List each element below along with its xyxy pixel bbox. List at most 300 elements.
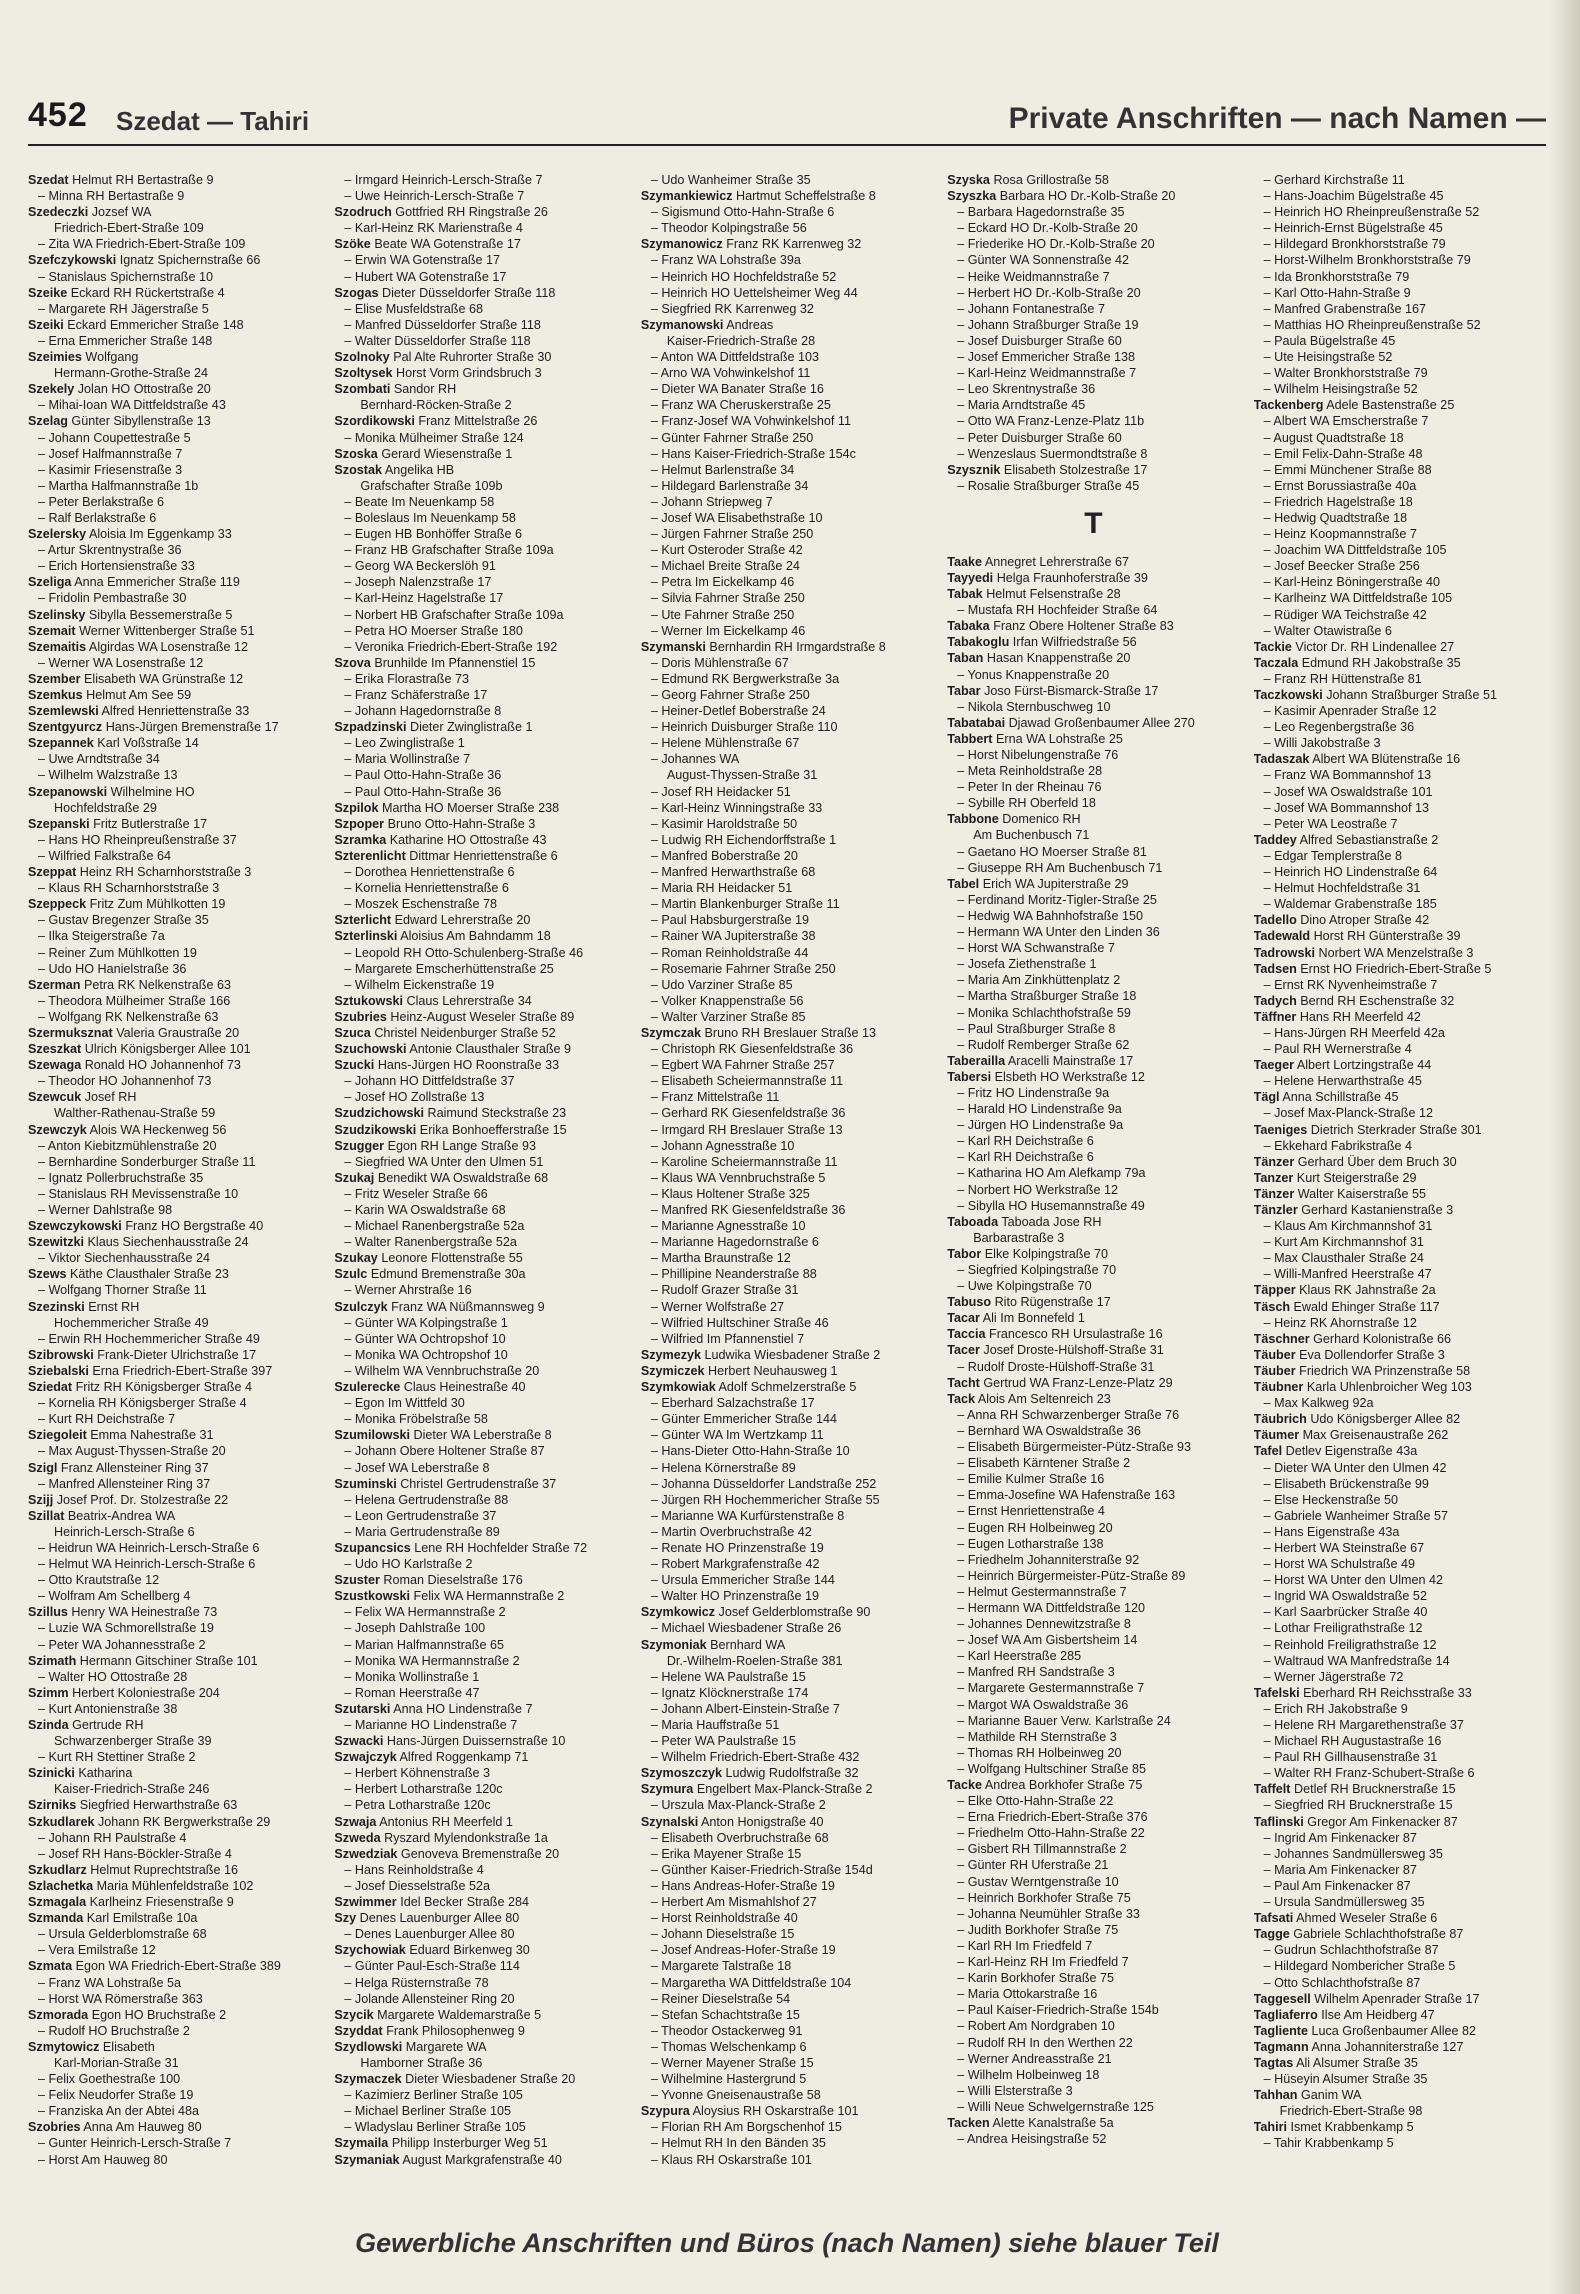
entry-details: – Arno WA Vohwinkelshof 11	[650, 366, 811, 381]
directory-entry	[334, 2071, 626, 2087]
surname: Szewitzki	[28, 1235, 84, 1250]
entry-details: – Monika Schlachthofstraße 59	[957, 1005, 1131, 1020]
directory-entry	[947, 1761, 1239, 1777]
directory-entry	[1254, 2007, 1546, 2023]
directory-entry	[1254, 961, 1546, 977]
surname: Tadsen	[1253, 961, 1297, 976]
directory-entry	[947, 446, 1239, 462]
entry-details: – Klaus RH Scharnhorststraße 3	[38, 881, 220, 896]
entry-continuation: Kaiser-Friedrich-Straße 246	[54, 1782, 210, 1797]
entry-details: – Maria RH Heidacker 51	[650, 881, 793, 896]
entry-details: Erika Bonhoefferstraße 15	[419, 1122, 567, 1137]
directory-entry	[641, 639, 933, 655]
entry-details: – Friedhelm Johanniterstraße 92	[957, 1552, 1140, 1567]
entry-details: – Maria Am Finkenacker 87	[1263, 1862, 1417, 1877]
entry-details: Elke Kolpingstraße 70	[984, 1246, 1108, 1261]
directory-entry	[334, 703, 626, 719]
entry-details: – Martha Braunstraße 12	[650, 1251, 791, 1266]
surname: Szedat	[28, 173, 69, 187]
directory-entry	[641, 2103, 933, 2119]
entry-details: Angelika HB	[384, 462, 455, 477]
directory-entry	[28, 687, 320, 703]
entry-details: – Eberhard Salzachstraße 17	[650, 1396, 815, 1411]
entry-details: – Josef RH Hans-Böckler-Straße 4	[38, 1846, 232, 1861]
entry-details: – Wilhelmine Hastergrund 5	[650, 2072, 807, 2087]
directory-entry	[28, 784, 320, 800]
entry-details: – Günter Fahrner Straße 250	[650, 430, 814, 445]
surname: Szymanowicz	[640, 237, 723, 252]
surname: Tanzer	[1253, 1170, 1294, 1185]
directory-entry	[947, 1664, 1239, 1680]
entry-details: – Manfred Herwarthstraße 68	[650, 865, 816, 880]
surname: Szkudlarek	[28, 1814, 95, 1829]
entry-details: Bruno RH Breslauer Straße 13	[704, 1025, 877, 1040]
directory-entry	[334, 1202, 626, 1218]
entry-details: – Hildegard Bronkhorststraße 79	[1263, 237, 1446, 252]
directory-entry	[28, 333, 320, 349]
surname: Szews	[28, 1267, 67, 1282]
directory-columns	[28, 172, 1546, 2212]
entry-details: – Werner Mayener Straße 15	[650, 2055, 814, 2070]
entry-details: – Erna Emmericher Straße 148	[38, 333, 213, 348]
entry-details: – Ignatz Pollerbruchstraße 35	[38, 1170, 204, 1185]
entry-details: – Reiner Dieselstraße 54	[650, 1991, 791, 2006]
surname: Szweda	[334, 1830, 381, 1845]
entry-details: Claus Lehrerstraße 34	[406, 993, 532, 1008]
directory-entry	[641, 1492, 933, 1508]
directory-entry	[1254, 767, 1546, 783]
entry-details: Karl Voßstraße 14	[97, 736, 199, 751]
entry-details: – Elisabeth Brückenstraße 99	[1263, 1476, 1429, 1491]
entry-details: Fritz Zum Mühlkotten 19	[89, 897, 226, 912]
entry-details: – Petra Lotharstraße 120c	[344, 1798, 491, 1813]
surname: Tabersi	[947, 1069, 992, 1084]
entry-continuation: Kaiser-Friedrich-Straße 28	[666, 333, 816, 348]
entry-details: – Elise Musfeldstraße 68	[344, 301, 483, 316]
directory-entry	[641, 220, 933, 236]
directory-entry	[947, 1809, 1239, 1825]
surname: Tabakoglu	[947, 635, 1010, 650]
directory-entry	[947, 570, 1239, 586]
surname: Szewcuk	[28, 1090, 82, 1105]
entry-details: – Karl Heerstraße 285	[957, 1649, 1082, 1664]
directory-entry	[1254, 1476, 1546, 1492]
surname: Szulczyk	[334, 1299, 388, 1314]
entry-details: – Rudolf Droste-Hülshoff-Straße 31	[957, 1359, 1155, 1374]
directory-entry	[641, 961, 933, 977]
entry-details: Udo Königsberger Allee 82	[1310, 1412, 1461, 1427]
column-3	[641, 172, 933, 2212]
directory-entry	[28, 1025, 320, 1041]
surname: Tayyedi	[947, 570, 994, 585]
directory-entry	[28, 1476, 320, 1492]
entry-details: Anna HO Lindenstraße 7	[393, 1701, 533, 1716]
directory-entry	[28, 1218, 320, 1234]
entry-details: Raimund Steckstraße 23	[427, 1106, 567, 1121]
entry-details: – Eugen Lotharstraße 138	[957, 1536, 1104, 1551]
surname: Taggesell	[1253, 1991, 1311, 2006]
entry-details: – Gisbert RH Tillmannstraße 2	[957, 1842, 1127, 1857]
entry-details: – Erich Hortensienstraße 33	[38, 559, 195, 574]
entry-details: – Erich RH Jakobstraße 9	[1263, 1701, 1408, 1716]
entry-details: – Minna RH Bertastraße 9	[38, 189, 185, 204]
entry-details: – Maria Am Zinkhüttenplatz 2	[957, 973, 1121, 988]
entry-details: – Erika Florastraße 73	[344, 671, 469, 686]
directory-entry	[334, 993, 626, 1009]
surname: Szukaj	[334, 1170, 375, 1185]
directory-entry	[334, 220, 626, 236]
entry-details: – Stefan Schachtstraße 15	[650, 2007, 800, 2022]
entry-details: Franz Obere Holtener Straße 83	[993, 619, 1174, 634]
directory-entry	[334, 1524, 626, 1540]
surname: Szepanski	[28, 816, 90, 831]
entry-details: – Manfred RK Giesenfeldstraße 36	[650, 1203, 846, 1217]
directory-entry	[334, 301, 626, 317]
directory-entry	[28, 365, 320, 381]
directory-entry	[28, 1894, 320, 1910]
directory-entry	[947, 731, 1239, 747]
directory-entry	[1254, 832, 1546, 848]
entry-details: Frank Philosophenweg 9	[386, 2023, 525, 2038]
directory-entry	[1254, 1250, 1546, 1266]
directory-entry	[28, 236, 320, 252]
directory-entry	[947, 1005, 1239, 1021]
directory-entry	[641, 1604, 933, 1620]
surname: Tafel	[1253, 1444, 1283, 1459]
directory-entry	[28, 1186, 320, 1202]
directory-entry	[334, 1476, 626, 1492]
surname: Szymura	[640, 1782, 694, 1797]
entry-details: – Martha Halfmannstraße 1b	[38, 478, 199, 493]
directory-entry	[28, 1492, 320, 1508]
surname: Szedeczki	[28, 205, 89, 220]
directory-entry	[28, 1122, 320, 1138]
entry-details: Margarete WA	[405, 2039, 487, 2054]
directory-entry	[28, 1910, 320, 1926]
entry-details: – Florian RH Am Borgschenhof 15	[650, 2120, 842, 2135]
directory-entry	[28, 542, 320, 558]
entry-details: – Robert Am Nordgraben 10	[957, 2019, 1115, 2034]
directory-entry	[947, 1198, 1239, 1214]
entry-details: – Katharina HO Am Alefkamp 79a	[957, 1166, 1146, 1181]
directory-entry	[1254, 1460, 1546, 1476]
entry-details: – Eugen HB Bonhöffer Straße 6	[344, 527, 522, 542]
entry-details: Helmut Ruprechtstraße 16	[90, 1862, 238, 1877]
surname: Szymczak	[640, 1025, 702, 1040]
directory-entry	[1254, 928, 1546, 944]
directory-entry	[1254, 1395, 1546, 1411]
entry-details: – Rudolf HO Bruchstraße 2	[38, 2023, 190, 2038]
surname: Szekely	[28, 382, 75, 397]
directory-entry	[1254, 1009, 1546, 1025]
entry-details: – Erwin WA Gotenstraße 17	[344, 253, 501, 268]
directory-entry	[1254, 1282, 1546, 1298]
entry-details: – Walter HO Prinzenstraße 19	[650, 1589, 820, 1604]
entry-continuation: Am Buchenbusch 71	[973, 828, 1090, 843]
directory-entry	[641, 735, 933, 751]
surname: Tagliaferro	[1253, 2007, 1318, 2022]
directory-entry	[641, 1910, 933, 1926]
entry-details: Ronald HO Johannenhof 73	[84, 1058, 241, 1073]
directory-entry	[641, 687, 933, 703]
entry-details: – Karlheinz WA Dittfeldstraße 105	[1263, 591, 1453, 606]
directory-entry	[28, 832, 320, 848]
entry-details: – Johann Coupettestraße 5	[38, 430, 191, 445]
surname: Szudzikowski	[334, 1122, 417, 1137]
directory-entry	[1254, 735, 1546, 751]
directory-entry	[1254, 1765, 1546, 1781]
directory-entry	[641, 1669, 933, 1685]
entry-details: Christel Gertrudenstraße 37	[400, 1476, 557, 1491]
directory-entry	[334, 1427, 626, 1443]
directory-entry	[1254, 896, 1546, 912]
directory-entry	[334, 1604, 626, 1620]
directory-entry	[641, 928, 933, 944]
directory-entry	[28, 945, 320, 961]
directory-entry	[947, 301, 1239, 317]
entry-details: Fritz RH Königsberger Straße 4	[75, 1380, 252, 1395]
entry-details: – Manfred RH Sandstraße 3	[957, 1665, 1115, 1680]
directory-entry	[28, 928, 320, 944]
entry-details: – Josef Diesselstraße 52a	[344, 1878, 491, 1893]
directory-entry	[334, 671, 626, 687]
entry-details: – Ekkehard Fabrikstraße 4	[1263, 1138, 1413, 1153]
directory-entry	[1254, 1958, 1546, 1974]
surname: Szeliga	[28, 575, 72, 590]
directory-entry	[641, 1942, 933, 1958]
directory-entry	[947, 2002, 1239, 2018]
surname: Szmanda	[28, 1911, 84, 1926]
directory-entry	[641, 848, 933, 864]
entry-details: – Herbert Köhnenstraße 3	[344, 1766, 491, 1781]
directory-entry	[1254, 188, 1546, 204]
directory-entry	[1254, 220, 1546, 236]
directory-entry	[334, 1588, 626, 1604]
entry-details: – Günter WA Kolpingstraße 1	[344, 1315, 508, 1330]
directory-entry	[947, 2018, 1239, 2034]
directory-entry	[28, 1282, 320, 1298]
directory-entry	[334, 1830, 626, 1846]
directory-entry	[334, 1363, 626, 1379]
directory-entry	[947, 1375, 1239, 1391]
directory-entry	[1254, 1797, 1546, 1813]
directory-entry	[28, 1765, 320, 1781]
directory-entry	[1254, 1991, 1546, 2007]
surname: Taffelt	[1253, 1782, 1291, 1797]
entry-details: – Hubert WA Gotenstraße 17	[344, 269, 507, 284]
directory-entry	[641, 494, 933, 510]
directory-entry	[334, 1122, 626, 1138]
directory-entry	[28, 188, 320, 204]
entry-details: – Klaus Am Kirchmannshof 31	[1263, 1219, 1433, 1234]
directory-entry	[28, 1540, 320, 1556]
entry-details: – Klaus RH Oskarstraße 101	[650, 2152, 812, 2167]
surname: Szupancsics	[334, 1540, 411, 1555]
directory-entry	[334, 1958, 626, 1974]
directory-entry	[334, 1765, 626, 1781]
entry-details: Ganim WA	[1300, 2088, 1362, 2103]
directory-entry	[28, 381, 320, 397]
entry-details: – Theodor Kolpingstraße 56	[650, 221, 807, 236]
directory-entry	[1254, 1089, 1546, 1105]
entry-details: – Martin Blankenburger Straße 11	[650, 897, 840, 912]
surname: Taberailla	[947, 1053, 1006, 1068]
entry-details: – Helmut RH In den Bänden 35	[650, 2136, 826, 2151]
directory-entry	[641, 172, 933, 188]
entry-details: – Michael Breite Straße 24	[650, 559, 800, 574]
directory-entry	[1254, 1653, 1546, 1669]
entry-details: – Horst WA Schwanstraße 7	[957, 941, 1115, 956]
entry-details: – Phillipine Neanderstraße 88	[650, 1267, 817, 1282]
entry-details: – Heinz RK Ahornstraße 12	[1263, 1315, 1417, 1330]
entry-details: – Leo Skrentnystraße 36	[957, 382, 1096, 397]
entry-details: – Karl-Heinz Winningstraße 33	[650, 800, 823, 815]
entry-details: – Josef Andreas-Hofer-Straße 19	[650, 1943, 836, 1958]
entry-details: Franz HO Bergstraße 40	[125, 1219, 264, 1234]
directory-entry	[641, 1637, 933, 1653]
entry-details: Bernhardin RH Irmgardstraße 8	[709, 639, 886, 654]
entry-details: – Emilie Kulmer Straße 16	[957, 1472, 1105, 1487]
directory-entry	[1254, 607, 1546, 623]
surname: Taczala	[1253, 655, 1299, 670]
entry-details: – Moszek Eschenstraße 78	[344, 897, 498, 912]
entry-details: – Johann Agnesstraße 10	[650, 1138, 795, 1153]
entry-details: – Dieter WA Unter den Ulmen 42	[1263, 1460, 1447, 1475]
directory-entry	[28, 1604, 320, 1620]
entry-details: – Heinrich Bürgermeister-Pütz-Straße 89	[957, 1568, 1186, 1583]
entry-details: Beate WA Gotenstraße 17	[374, 237, 521, 252]
entry-details: – Friedhelm Otto-Hahn-Straße 22	[957, 1826, 1145, 1841]
entry-details: – Viktor Siechenhausstraße 24	[38, 1251, 210, 1266]
column-1	[28, 172, 320, 2212]
entry-details: – Hans-Jürgen RH Meerfeld 42a	[1263, 1025, 1445, 1040]
entry-details: – Walter Ranenbergstraße 52a	[344, 1235, 517, 1250]
entry-continuation: Dr.-Wilhelm-Roelen-Straße 381	[666, 1653, 843, 1668]
directory-entry	[334, 1701, 626, 1717]
entry-details: – Paul Habsburgerstraße 19	[650, 913, 810, 928]
entry-details: Katharine HO Ottostraße 43	[389, 832, 547, 847]
column-5	[1254, 172, 1546, 2212]
surname: Tagtas	[1253, 2055, 1294, 2070]
directory-entry	[334, 735, 626, 751]
directory-entry	[641, 349, 933, 365]
directory-entry	[28, 880, 320, 896]
entry-details: – Hans Kaiser-Friedrich-Straße 154c	[650, 446, 856, 461]
entry-details: Franz Allensteiner Ring 37	[60, 1460, 209, 1475]
directory-entry	[28, 767, 320, 783]
directory-entry	[641, 607, 933, 623]
entry-details: – Vera Emilstraße 12	[38, 1943, 156, 1958]
entry-details: Siegfried Herwarthstraße 63	[79, 1798, 238, 1813]
directory-entry	[1254, 301, 1546, 317]
directory-entry	[1254, 1411, 1546, 1427]
surname: Szostak	[334, 462, 383, 477]
entry-details: – Felix WA Hermannstraße 2	[344, 1605, 506, 1620]
directory-entry	[947, 333, 1239, 349]
entry-details: Ernst HO Friedrich-Ebert-Straße 5	[1300, 961, 1492, 976]
entry-details: – Gudrun Schlachthofstraße 87	[1263, 1943, 1439, 1958]
directory-entry	[28, 719, 320, 735]
entry-details: Hasan Knappenstraße 20	[986, 651, 1131, 666]
directory-entry	[947, 1230, 1239, 1246]
directory-entry	[1254, 462, 1546, 478]
surname: Szypura	[640, 2104, 690, 2119]
entry-details: – Johann RH Paulstraße 4	[38, 1830, 187, 1845]
directory-entry	[947, 430, 1239, 446]
entry-details: Ali Alsumer Straße 35	[1296, 2055, 1418, 2070]
entry-details: Alois Am Seltenreich 23	[977, 1391, 1111, 1406]
entry-details: – Volker Knappenstraße 56	[650, 993, 804, 1008]
surname: Szymanski	[640, 639, 706, 654]
directory-entry	[947, 1471, 1239, 1487]
directory-entry	[334, 1717, 626, 1733]
entry-details: Bernd RH Eschenstraße 32	[1300, 993, 1455, 1008]
entry-details: – Mihai-Ioan WA Dittfeldstraße 43	[38, 398, 226, 413]
directory-entry	[28, 301, 320, 317]
directory-entry	[1254, 703, 1546, 719]
entry-details: Anna Johanniterstraße 127	[1311, 2039, 1464, 2054]
entry-details: – Albert WA Emscherstraße 7	[1263, 414, 1429, 429]
directory-entry	[641, 896, 933, 912]
directory-entry	[641, 1717, 933, 1733]
directory-entry	[334, 848, 626, 864]
directory-entry	[334, 1170, 626, 1186]
directory-entry	[334, 2023, 626, 2039]
directory-entry	[947, 1825, 1239, 1841]
directory-entry	[1254, 1781, 1546, 1797]
entry-details: – Anna RH Schwarzenberger Straße 76	[957, 1407, 1180, 1422]
surname: Szemlewski	[28, 704, 99, 719]
surname: Szombati	[334, 382, 391, 397]
surname: Tänzer	[1253, 1154, 1295, 1169]
directory-entry	[334, 1797, 626, 1813]
entry-details: – Elisabeth Bürgermeister-Pütz-Straße 93	[957, 1440, 1192, 1455]
surname: Tabatabai	[947, 715, 1006, 730]
entry-details: – Kurt RH Deichstraße 7	[38, 1412, 176, 1427]
entry-details: – Rudolf RH In den Werthen 22	[957, 2035, 1133, 2050]
entry-details: – Rüdiger WA Teichstraße 42	[1263, 607, 1427, 622]
directory-entry	[947, 1648, 1239, 1664]
directory-entry	[28, 1460, 320, 1476]
surname: Szeiki	[28, 317, 64, 332]
directory-entry	[947, 269, 1239, 285]
surname: Tadrowski	[1253, 945, 1315, 960]
entry-details: – Margarete Emscherhüttenstraße 25	[344, 961, 554, 976]
entry-details: Christel Neidenburger Straße 52	[374, 1025, 556, 1040]
directory-entry	[641, 252, 933, 268]
surname: Szymaila	[334, 2136, 389, 2151]
entry-details: – Paul Otto-Hahn-Straße 36	[344, 768, 502, 783]
entry-details: Gertrud WA Franz-Lenze-Platz 29	[983, 1375, 1173, 1390]
entry-details: – Hildegard Nombericher Straße 5	[1263, 1959, 1456, 1974]
entry-details: – Monika Fröbelstraße 58	[344, 1412, 488, 1427]
directory-entry	[334, 1926, 626, 1942]
entry-details: – Sybille RH Oberfeld 18	[957, 796, 1096, 811]
entry-details: – Marian Halfmannstraße 65	[344, 1637, 504, 1652]
entry-details: Alfred Sebastianstraße 2	[1299, 832, 1439, 847]
surname: Szoltysek	[334, 366, 393, 381]
entry-details: – Harald HO Lindenstraße 9a	[957, 1102, 1122, 1117]
entry-details: – Hildegard Barlenstraße 34	[650, 478, 809, 493]
directory-entry	[947, 860, 1239, 876]
directory-entry	[28, 1411, 320, 1427]
directory-entry	[334, 784, 626, 800]
directory-entry	[641, 1315, 933, 1331]
entry-details: – Paul RH Gillhausenstraße 31	[1263, 1750, 1438, 1765]
entry-details: – Heinrich Borkhofer Straße 75	[957, 1890, 1131, 1905]
directory-entry	[947, 252, 1239, 268]
directory-entry	[334, 623, 626, 639]
